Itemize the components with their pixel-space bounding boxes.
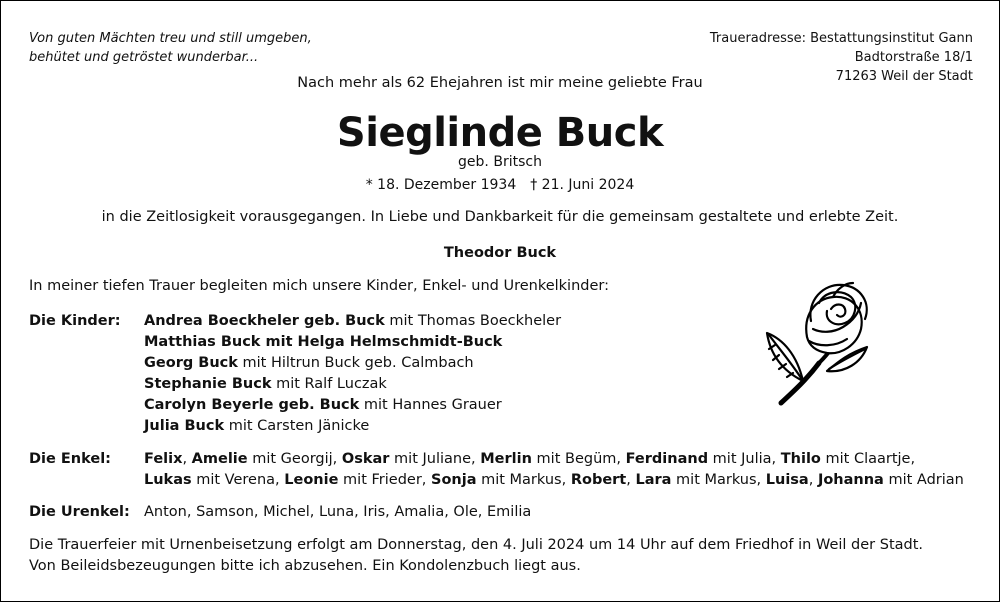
person-line <box>144 502 531 523</box>
bible-quote <box>29 29 312 67</box>
person-text: mit Markus, <box>671 472 766 488</box>
death-date: † 21. Juni 2024 <box>530 177 635 193</box>
rose-icon <box>749 263 889 413</box>
person-name: Thilo <box>780 451 821 467</box>
person-name: Robert <box>570 472 627 488</box>
person-text: mit Julia, <box>708 451 781 467</box>
life-dates <box>1 177 999 193</box>
person-text: mit Adrian <box>883 472 964 488</box>
person-text: mit Hiltrun Buck geb. Calmbach <box>237 355 474 371</box>
person-text: mit Carsten Jänicke <box>224 418 370 434</box>
signer-name: Theodor Buck <box>443 245 557 261</box>
person-line <box>144 470 964 491</box>
person-text: mit Georgij, <box>247 451 342 467</box>
great-grandchildren-list <box>144 502 531 523</box>
closing-text <box>29 535 923 577</box>
children-label: Die Kinder: <box>29 313 121 329</box>
grandchildren-label: Die Enkel: <box>29 451 111 467</box>
person-line <box>144 353 561 374</box>
person-name: Amelie <box>191 451 248 467</box>
person-name: Carolyn Beyerle geb. Buck <box>144 397 360 413</box>
person-line <box>144 449 964 470</box>
person-name: Sonja <box>431 472 477 488</box>
person-name: Ferdinand <box>625 451 709 467</box>
person-text: mit Frieder, <box>338 472 431 488</box>
person-line <box>144 416 561 437</box>
person-text: , <box>182 451 192 467</box>
mourning-intro: In meiner tiefen Trauer begleiten mich unsere Kinder, Enkel- und Urenkelkinder: <box>29 278 609 294</box>
person-name: Felix <box>144 451 183 467</box>
person-line <box>144 332 561 353</box>
address-line: Traueradresse: Bestattungsinstitut Gann <box>709 31 973 46</box>
person-name: Luisa <box>765 472 809 488</box>
children-list <box>144 311 561 437</box>
address-line: 71263 Weil der Stadt <box>835 69 973 84</box>
person-text: mit Claartje, <box>820 451 916 467</box>
person-name: Lukas <box>144 472 192 488</box>
closing-line: Von Beileidsbezeugungen bitte ich abzusehen. Ein Kondolenzbuch liegt aus. <box>29 558 581 574</box>
address-line: Badtorstraße 18/1 <box>854 50 973 65</box>
quote-line: behütet und getröstet wunderbar... <box>29 50 259 65</box>
grandchildren-list <box>144 449 964 491</box>
person-name: Merlin <box>480 451 532 467</box>
person-name: Leonie <box>284 472 339 488</box>
maiden-name: geb. Britsch <box>458 154 542 170</box>
person-text: mit Begüm, <box>531 451 626 467</box>
birth-date: * 18. Dezember 1934 <box>365 177 517 193</box>
person-text: mit Markus, <box>476 472 571 488</box>
great-grandchildren-label: Die Urenkel: <box>29 504 130 520</box>
quote-line: Von guten Mächten treu und still umgeben, <box>29 31 312 46</box>
person-text: mit Hannes Grauer <box>359 397 502 413</box>
person-name: Matthias Buck mit Helga Helmschmidt-Buck <box>144 334 503 350</box>
deceased-name: Sieglinde Buck <box>336 110 664 156</box>
person-text: , <box>808 472 818 488</box>
person-text: mit Ralf Luczak <box>271 376 387 392</box>
closing-line: Die Trauerfeier mit Urnenbeisetzung erfolgt am Donnerstag, den 4. Juli 2024 um 14 Uhr auf dem Friedhof in Weil der Stadt. <box>29 537 924 553</box>
person-name: Oskar <box>341 451 390 467</box>
person-text: Anton, Samson, Michel, Luna, Iris, Amalia, Ole, Emilia <box>144 504 532 520</box>
intro-text: Nach mehr als 62 Ehejahren ist mir meine geliebte Frau <box>297 75 703 91</box>
person-line <box>144 311 561 332</box>
person-line <box>144 374 561 395</box>
person-name: Stephanie Buck <box>144 376 272 392</box>
person-text: mit Verena, <box>191 472 285 488</box>
person-name: Johanna <box>817 472 884 488</box>
passage-text: in die Zeitlosigkeit vorausgegangen. In Liebe und Dankbarkeit für die gemeinsam gestaltete und erlebte Zeit. <box>101 209 899 225</box>
person-name: Georg Buck <box>144 355 238 371</box>
person-line <box>144 395 561 416</box>
person-name: Lara <box>635 472 672 488</box>
person-name: Julia Buck <box>144 418 225 434</box>
person-name: Andrea Boeckheler geb. Buck <box>144 313 385 329</box>
person-text: mit Juliane, <box>389 451 481 467</box>
person-text: , <box>626 472 636 488</box>
person-text: mit Thomas Boeckheler <box>384 313 562 329</box>
